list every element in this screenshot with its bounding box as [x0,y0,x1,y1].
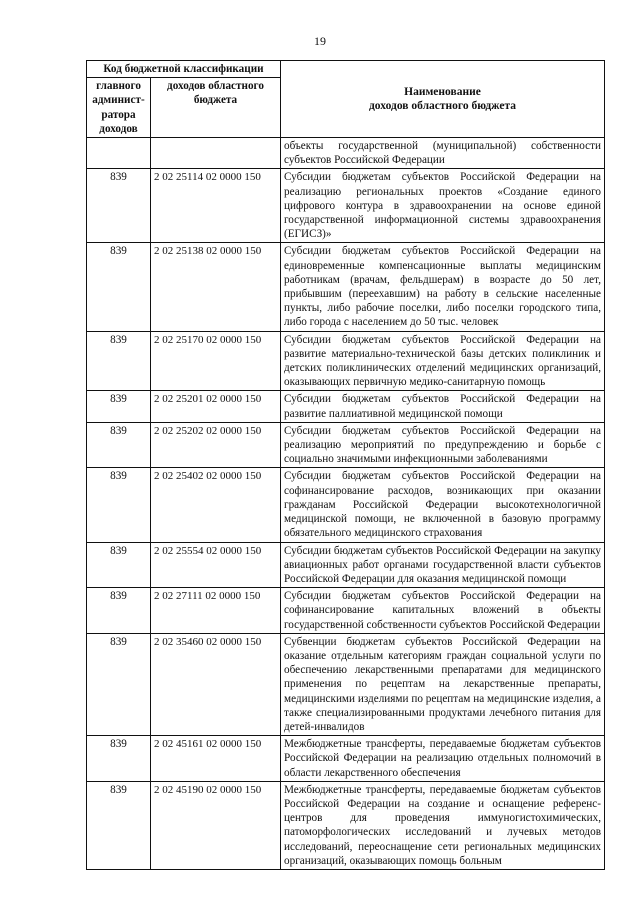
revenue-code-cell: 2 02 45161 02 0000 150 [151,736,281,782]
revenue-code-cell: 2 02 27111 02 0000 150 [151,588,281,634]
table-row [87,633,605,735]
revenue-name-cell: Субсидии бюджетам субъектов Российской Федерации на софинансирование капитальных вложений в объекты государственной собственности субъектов Российской Федерации [281,588,605,634]
revenue-name-cell: Субсидии бюджетам субъектов Российской Федерации на реализацию мероприятий по предупреждению и борьбе с социально значимыми инфекционными заболеваниями [281,422,605,468]
admin-code-cell: 839 [87,169,151,243]
revenue-code-cell: 2 02 25138 02 0000 150 [151,243,281,331]
admin-code-cell: 839 [87,781,151,869]
revenue-code-cell: 2 02 25170 02 0000 150 [151,331,281,391]
table-body [87,138,605,870]
revenue-code-cell: 2 02 35460 02 0000 150 [151,633,281,735]
revenue-name-cell: Субсидии бюджетам субъектов Российской Федерации на софинансирование расходов, возникающих при оказании гражданам Российской Федерации высокотехнологичной медицинской помощи, не включенной в базовую программу обязательного медицинского страхования [281,468,605,542]
revenue-name-cell: Субвенции бюджетам субъектов Российской Федерации на оказание отдельным категориям граждан социальной услуги по обеспечению лекарственными препаратами для медицинского применения по рецептам на лекарственные препараты, медицинскими изделиями по рецептам на медицинские изделия, а также специализированными продуктами лечебного питания для детей-инвалидов [281,633,605,735]
revenue-name-cell: Субсидии бюджетам субъектов Российской Федерации на реализацию региональных проектов «Создание единого цифрового контура в здравоохранении на основе единой государственной информационной системы здравоохранения (ЕГИСЗ)» [281,169,605,243]
header-name-line2: доходов областного бюджета [368,100,516,112]
admin-code-cell: 839 [87,422,151,468]
revenue-code-cell: 2 02 25201 02 0000 150 [151,391,281,422]
header-chief-administrator: главного админист-ратора доходов [87,78,151,138]
admin-code-cell: 839 [87,542,151,588]
admin-code-cell: 839 [87,243,151,331]
admin-code-cell: 839 [87,331,151,391]
revenue-name-cell: объекты государственной (муниципальной) собственности субъектов Российской Федерации [281,138,605,169]
revenue-code-cell: 2 02 25402 02 0000 150 [151,468,281,542]
admin-code-cell [87,138,151,169]
revenue-name-cell: Субсидии бюджетам субъектов Российской Федерации на единовременные компенсационные выплаты медицинским работникам (врачам, фельдшерам) в возрасте до 50 лет, прибывшим (переехавшим) на работу в сельские населенные пункты, либо рабочие поселки, либо поселки городского типа, либо города с населением до 50 тыс. человек [281,243,605,331]
header-name-line1: Наименование [404,85,481,98]
table-row [87,331,605,391]
table-row [87,781,605,869]
revenue-name-cell: Субсидии бюджетам субъектов Российской Федерации на развитие материально-технической базы детских поликлиник и детских поликлинических отделений медицинских организаций, оказывающих первичную медико-санитарную помощь [281,331,605,391]
revenue-code-cell: 2 02 25202 02 0000 150 [151,422,281,468]
revenue-name-cell: Межбюджетные трансферты, передаваемые бюджетам субъектов Российской Федерации на реализацию отдельных полномочий в области лекарственного обеспечения [281,736,605,782]
table-row [87,542,605,588]
table-row [87,243,605,331]
table-row [87,391,605,422]
revenue-code-cell [151,138,281,169]
admin-code-cell: 839 [87,468,151,542]
budget-classification-table [86,60,605,870]
table-row [87,468,605,542]
admin-code-cell: 839 [87,391,151,422]
revenue-name-cell: Субсидии бюджетам субъектов Российской Федерации на закупку авиационных работ органами государственной власти субъектов Российской Федерации для оказания медицинской помощи [281,542,605,588]
revenue-name-cell: Субсидии бюджетам субъектов Российской Федерации на развитие паллиативной медицинской помощи [281,391,605,422]
header-revenue-name [281,61,605,138]
table-row [87,736,605,782]
table-row [87,138,605,169]
admin-code-cell: 839 [87,736,151,782]
admin-code-cell: 839 [87,633,151,735]
page-number: 19 [314,34,326,48]
table-row [87,169,605,243]
table-row [87,422,605,468]
revenue-code-cell: 2 02 45190 02 0000 150 [151,781,281,869]
revenue-code-cell: 2 02 25114 02 0000 150 [151,169,281,243]
revenue-name-cell: Межбюджетные трансферты, передаваемые бюджетам субъектов Российской Федерации на создание и оснащение референс-центров для проведения иммуногистохимических, патоморфологических исследований и лучевых методов исследований, переоснащение сети региональных медицинских организаций, оказывающих помощь больным [281,781,605,869]
revenue-code-cell: 2 02 25554 02 0000 150 [151,542,281,588]
table-header-row [87,61,605,78]
header-classification-code: Код бюджетной классификации [87,61,281,78]
table-row [87,588,605,634]
admin-code-cell: 839 [87,588,151,634]
header-regional-revenue: доходов областного бюджета [151,78,281,138]
